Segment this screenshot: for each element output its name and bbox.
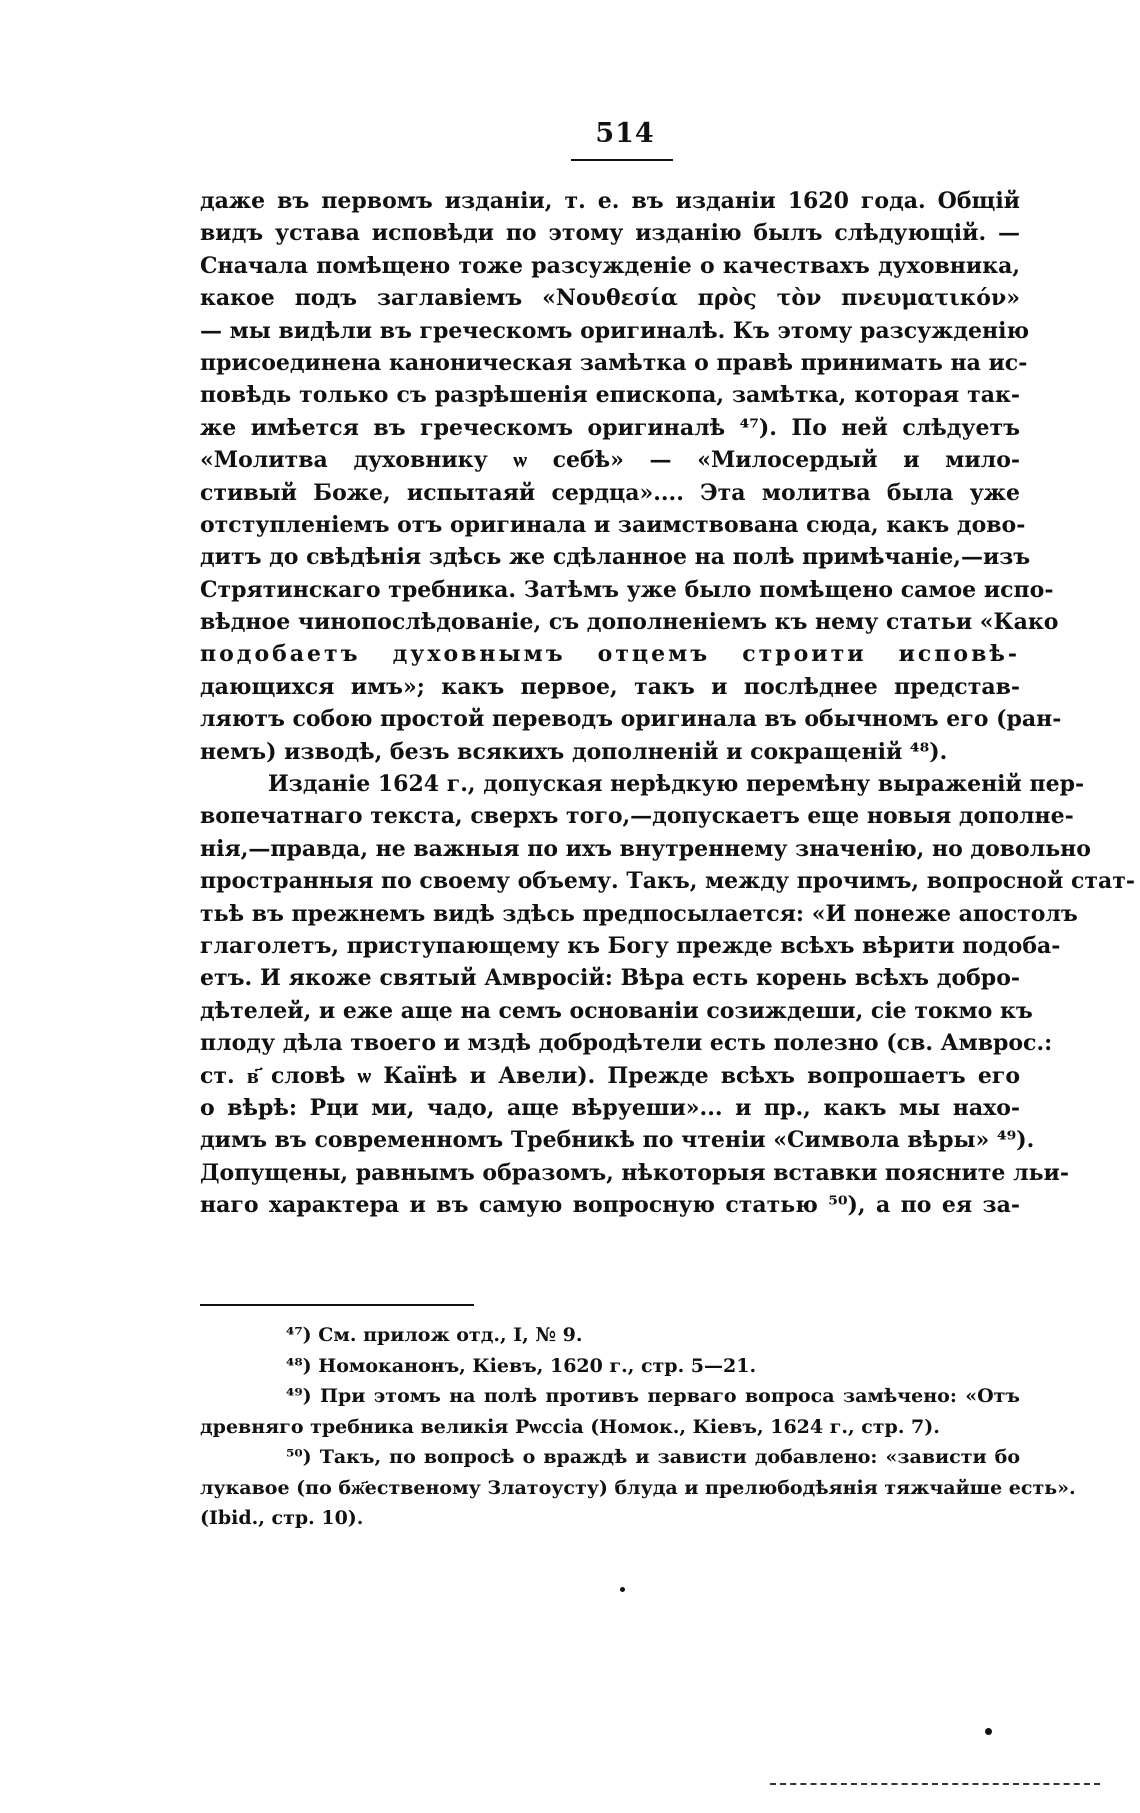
footnote-line: ⁴⁹) При этомъ на полѣ противъ перваго вопроса замѣчено: «Отъ	[286, 1385, 1020, 1407]
page-number: 514	[595, 118, 655, 149]
body-line: плоду дѣла твоего и мздѣ добродѣтели есть полезно (св. Амврос.:	[200, 1030, 1053, 1057]
body-line: же имѣется въ греческомъ оригиналѣ ⁴⁷). По ней слѣдуетъ	[200, 414, 1020, 441]
body-line: глаголетъ, приступающему къ Богу прежде всѣхъ вѣрити подоба-	[200, 932, 1061, 959]
body-line: дитъ до свѣдѣнія здѣсь же сдѣланное на полѣ примѣчаніе,—изъ	[200, 544, 1031, 571]
body-line: Допущены, равнымъ образомъ, нѣкоторыя вставки поясните льи-	[200, 1159, 1069, 1186]
footnote-line: древняго требника великія Рѡссіа (Номок., Кіевъ, 1624 г., стр. 7).	[200, 1415, 940, 1438]
footnote-separator	[200, 1304, 474, 1306]
body-line: тьѣ въ прежнемъ видѣ здѣсь предпосылается: «И понеже апостолъ	[200, 900, 1078, 927]
footnote-line: ⁴⁷) См. прилож отд., I, № 9.	[286, 1324, 583, 1346]
body-line: нія,—правда, не важныя по ихъ внутреннему значенію, но довольно	[200, 835, 1091, 862]
page-number-rule	[571, 159, 673, 161]
body-text	[200, 185, 1135, 1222]
body-line: немъ) изводѣ, безъ всякихъ дополненій и сокращеній ⁴⁸).	[200, 738, 948, 765]
footnote-line: лукавое (по бж҃ественому Златоусту) блуда и прелюбодѣянія тяжчайше есть».	[200, 1476, 1076, 1499]
footnote-line: ⁵⁰) Такъ, по вопросѣ о враждѣ и зависти добавлено: «зависти бо	[286, 1446, 1020, 1468]
body-line: дающихся имъ»; какъ первое, такъ и послѣднее представ-	[200, 673, 1020, 700]
body-line: какое подъ заглавіемъ «Νουθεσία πρὸς τὸν πνευματικόν»	[200, 285, 1020, 312]
body-line: подобаетъ духовнымъ отцемъ строити исповѣ-	[200, 641, 1020, 668]
body-line: ляютъ собою простой переводъ оригинала въ обычномъ его (ран-	[200, 706, 1062, 733]
bottom-dashed-rule	[770, 1783, 1100, 1785]
body-line: присоединена каноническая замѣтка о правѣ принимать на ис-	[200, 349, 1028, 376]
body-line: вѣдное чинопослѣдованіе, съ дополненіемъ къ нему статьи «Како	[200, 609, 1059, 636]
body-line: ст. в҃ словѣ ѡ Каїнѣ и Авели). Прежде всѣхъ вопрошаетъ его	[200, 1062, 1020, 1089]
body-line: Сначала помѣщено тоже разсужденіе о качествахъ духовника,	[200, 252, 1020, 279]
body-line: Стрятинскаго требника. Затѣмъ уже было помѣщено самое испо-	[200, 576, 1054, 603]
body-line: етъ. И якоже святый Амвросій: Вѣра есть корень всѣхъ добро-	[200, 965, 1020, 992]
body-line: дѣтелей, и еже аще на семъ основаніи созиждеши, сіе токмо къ	[200, 997, 1033, 1024]
body-line: вопечатнаго текста, сверхъ того,—допускаетъ еще новыя дополне-	[200, 803, 1074, 830]
body-line: стивый Боже, испытаяй сердца».... Эта молитва была уже	[200, 479, 1020, 506]
body-line: димъ въ современномъ Требникѣ по чтеніи «Символа вѣры» ⁴⁹).	[200, 1127, 1035, 1154]
body-line: отступленіемъ отъ оригинала и заимствована сюда, какъ дово-	[200, 511, 1026, 538]
body-line: Изданіе 1624 г., допуская нерѣдкую перемѣну выраженій пер-	[268, 771, 1085, 798]
body-line: — мы видѣли въ греческомъ оригиналѣ. Къ этому разсужденію	[200, 317, 1030, 344]
body-line: пространныя по своему объему. Такъ, между прочимъ, вопросной стат-	[200, 868, 1135, 895]
body-line: повѣдь только съ разрѣшенія епископа, замѣтка, которая так-	[200, 382, 1020, 409]
body-line: «Молитва духовнику ѡ себѣ» — «Милосердый и мило-	[200, 447, 1020, 474]
body-line: наго характера и въ самую вопросную статью ⁵⁰), а по ея за-	[200, 1192, 1020, 1219]
ink-speck	[985, 1728, 992, 1735]
body-line: даже въ первомъ изданіи, т. е. въ изданіи 1620 года. Общій	[200, 188, 1020, 214]
body-line: видъ устава исповѣди по этому изданію былъ слѣдующій. —	[200, 220, 1020, 247]
footnotes	[200, 1320, 1076, 1534]
body-line: о вѣрѣ: Рци ми, чадо, аще вѣруеши»... и пр., какъ мы нахо-	[200, 1094, 1020, 1121]
footnote-line: ⁴⁸) Номоканонъ, Кіевъ, 1620 г., стр. 5—21.	[286, 1354, 757, 1377]
ink-speck	[620, 1587, 625, 1592]
footnote-line: (Ibid., стр. 10).	[200, 1507, 364, 1529]
